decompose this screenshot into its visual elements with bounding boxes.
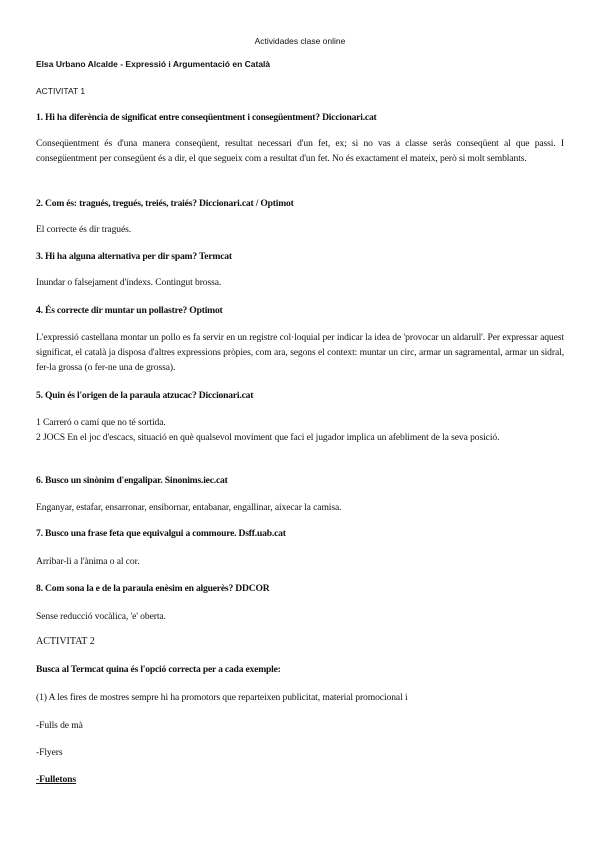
answer-6: Enganyar, estafar, ensarronar, ensibornar, entabanar, engallinar, aixecar la camisa. bbox=[36, 502, 342, 513]
answer-1: Conseqüentment és d'una manera conseqüent, resultat necessari d'un fet, ex; si no vas a classe seràs conseqüent al que passi. I consegüentment per consegüent és a dir, el que segueix com a resultat d'un fet. No és exactament el mateix, però si molt semblants. bbox=[36, 138, 564, 164]
answer-5-line-1: 1 Carreró o camí que no té sortida. bbox=[36, 417, 166, 428]
answer-4: L'expressió castellana montar un pollo es fa servir en un registre col·loquial per indicar la idea de 'provocar un aldarull'. Per expressar aquest significat, el català ja disposa d'altres expressions pròpies, com ara, segons el context: muntar un circ, armar un sagramental, armar un sidral, fer-la grossa (o fer-ne una de grossa). bbox=[36, 332, 564, 373]
option-flyers: -Flyers bbox=[36, 747, 63, 758]
activity-2-instruction: Busca al Termcat quina és l'opció correcta per a cada exemple: bbox=[36, 664, 281, 675]
option-fulletons-selected: -Fulletons bbox=[36, 774, 77, 785]
question-5: 5. Quin és l'origen de la paraula atzucac? Diccionari.cat bbox=[36, 390, 254, 401]
answer-7: Arribar-li a l'ànima o al cor. bbox=[36, 556, 140, 567]
activity-1-heading: ACTIVITAT 1 bbox=[36, 86, 86, 96]
document-header: Actividades clase online bbox=[254, 36, 346, 46]
option-fulls-de-ma: -Fulls de mà bbox=[36, 720, 83, 731]
answer-3: Inundar o falsejament d'índexs. Contingut brossa. bbox=[36, 277, 222, 288]
question-3: 3. Hi ha alguna alternativa per dir spam? Termcat bbox=[36, 251, 232, 262]
question-2: 2. Com és: tragués, tregués, treiés, traiés? Diccionari.cat / Optimot bbox=[36, 198, 294, 209]
activity-2-example-1: (1) A les fires de mostres sempre hi ha promotors que reparteixen publicitat, material promocional i bbox=[36, 692, 408, 703]
question-6: 6. Busco un sinònim d'engalipar. Sinonims.iec.cat bbox=[36, 475, 228, 486]
answer-5 bbox=[36, 415, 564, 445]
answer-5-line-2: 2 JOCS En el joc d'escacs, situació en què qualsevol moviment que faci el jugador implica un afebliment de la seva posició. bbox=[36, 432, 500, 443]
activity-2-heading: ACTIVITAT 2 bbox=[36, 636, 95, 647]
question-7: 7. Busco una frase feta que equivalgui a commoure. Dsff.uab.cat bbox=[36, 528, 286, 539]
question-8: 8. Com sona la e de la paraula enèsim en alguerès? DDCOR bbox=[36, 583, 270, 594]
answer-8: Sense reducció vocàlica, 'e' oberta. bbox=[36, 611, 166, 622]
answer-2: El correcte és dir tragués. bbox=[36, 224, 132, 235]
question-1: 1. Hi ha diferència de significat entre conseqüentment i consegüentment? Diccionari.cat bbox=[36, 112, 377, 123]
author-line: Elsa Urbano Alcalde - Expressió i Argumentació en Català bbox=[36, 59, 271, 69]
question-4: 4. És correcte dir muntar un pollastre? Optimot bbox=[36, 305, 223, 316]
